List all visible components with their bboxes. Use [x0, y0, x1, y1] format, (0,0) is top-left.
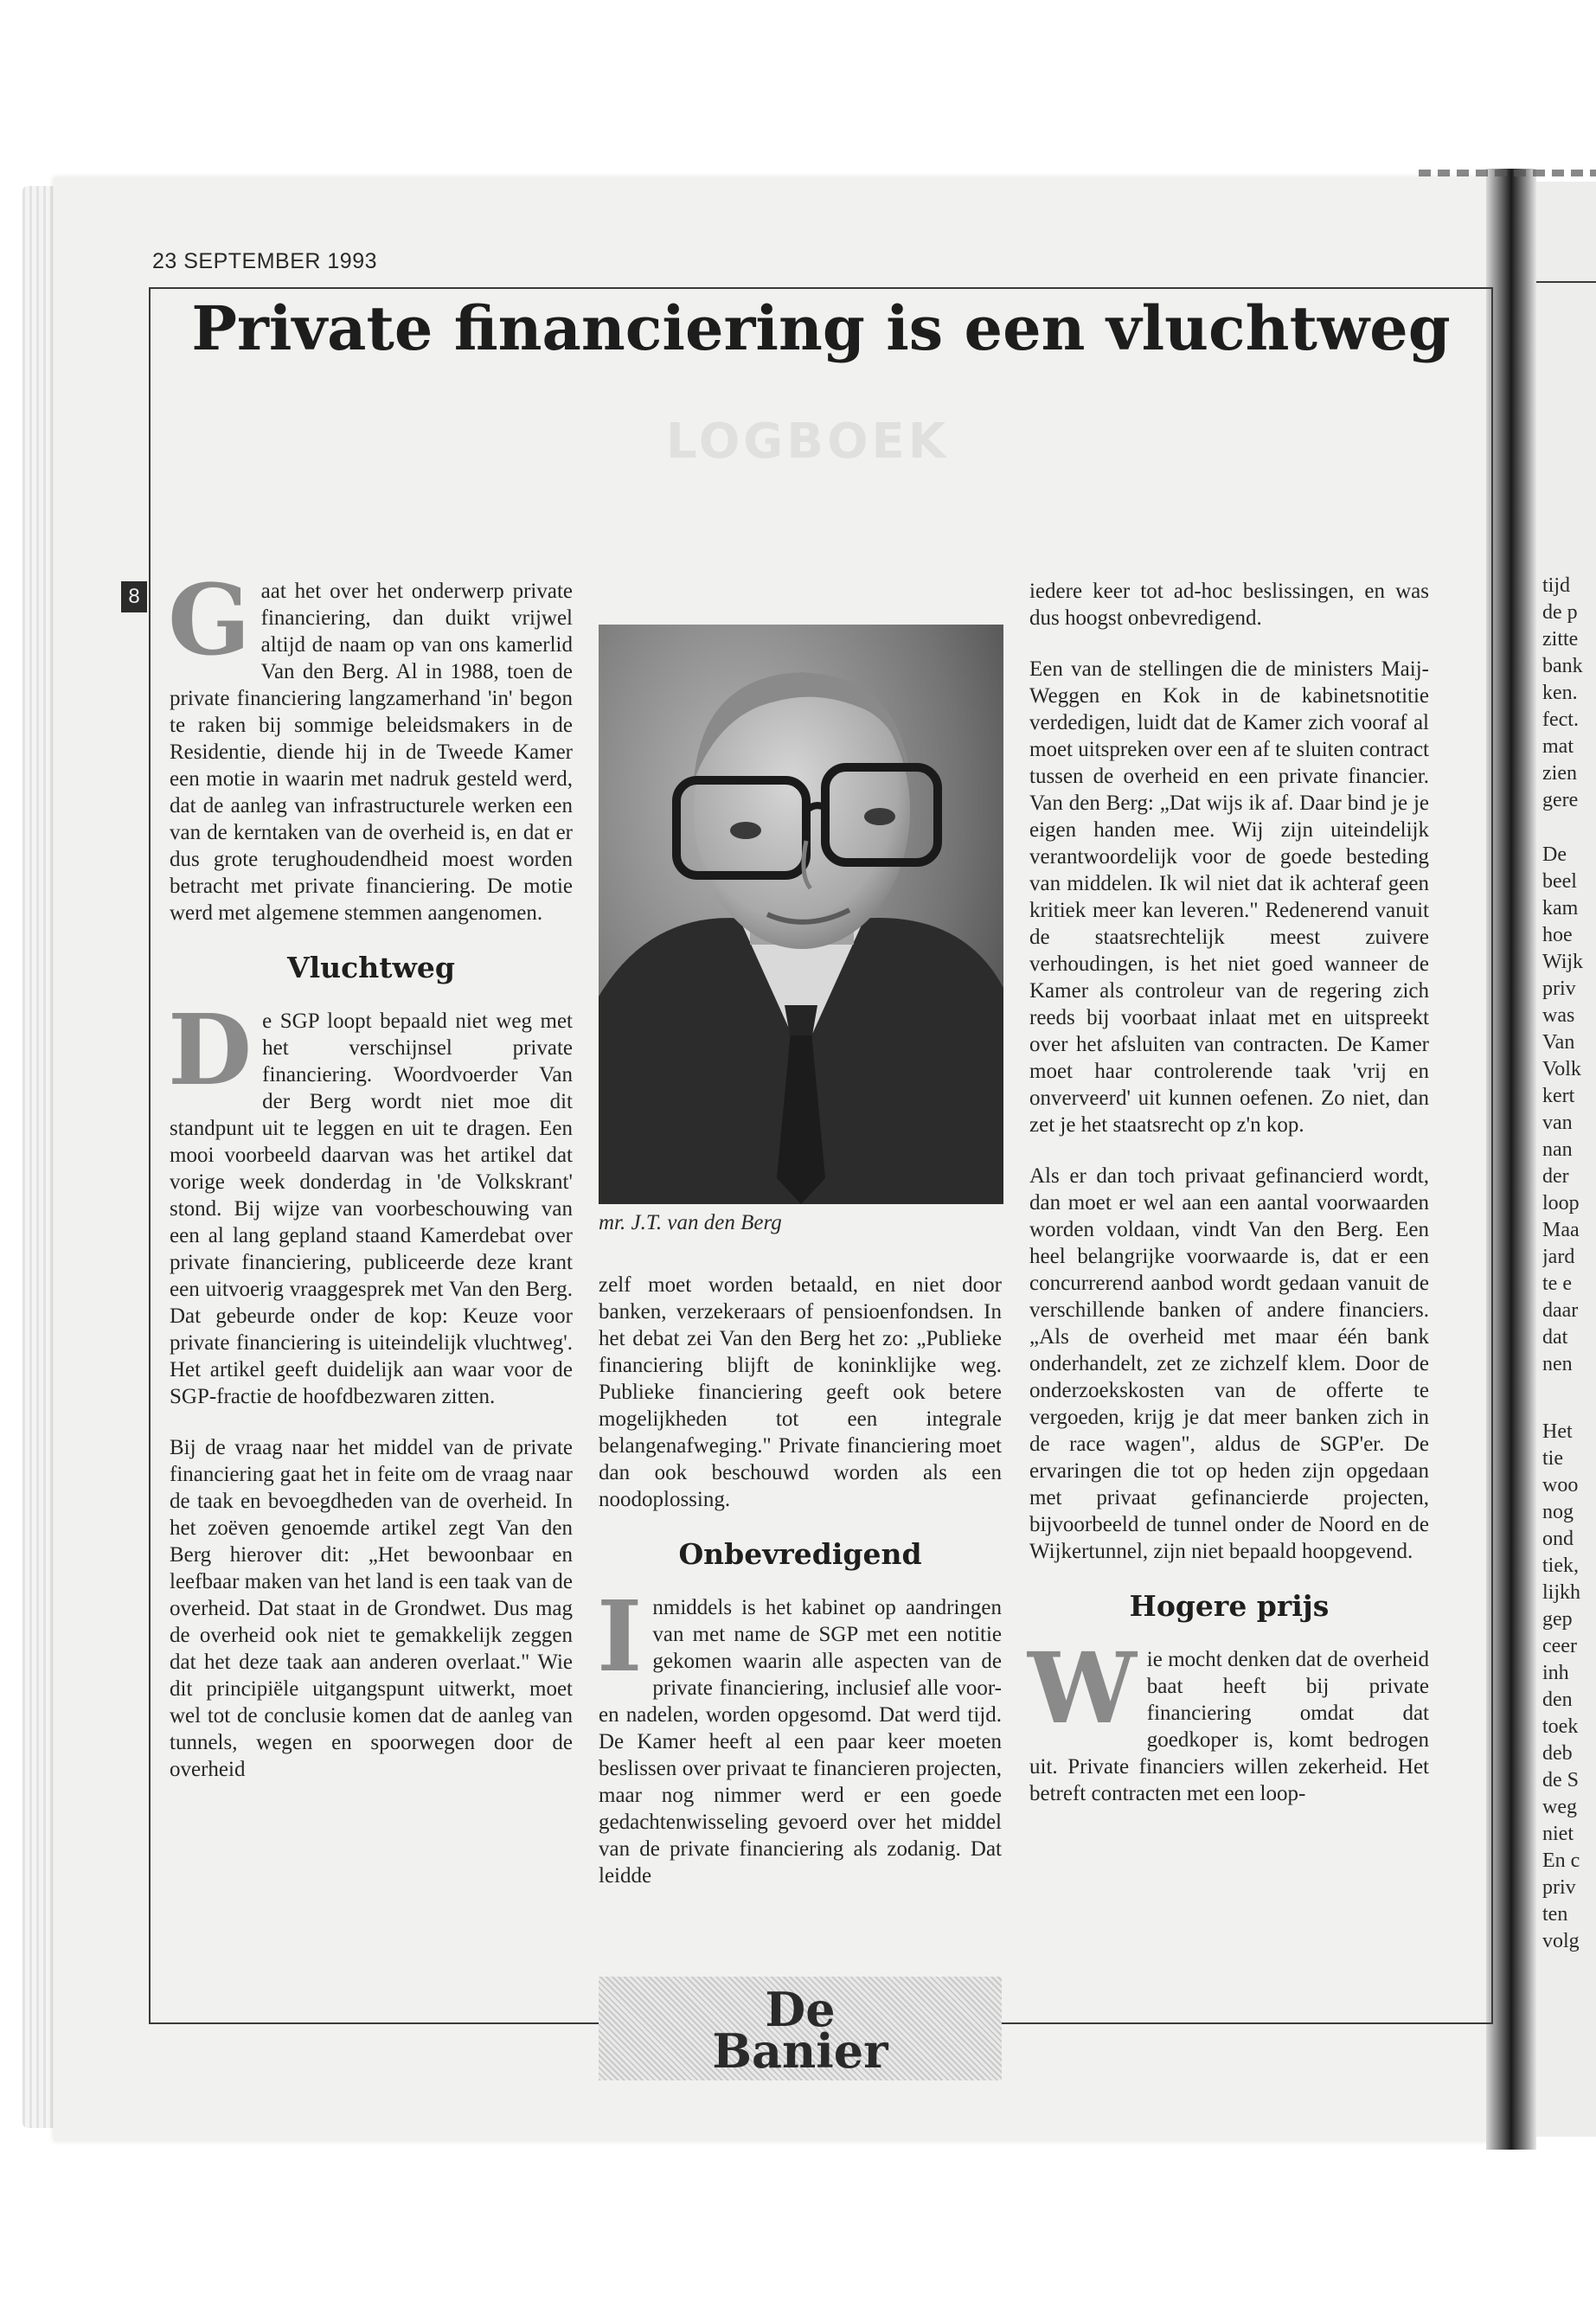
fragment-line: gere: [1542, 789, 1579, 811]
facing-page-fragments-3: [1542, 1419, 1596, 1955]
article-column-1: [168, 564, 573, 1807]
fragment-line: zitte: [1542, 628, 1579, 651]
fragment-line: nen: [1542, 1353, 1573, 1375]
fragment-line: En c: [1542, 1849, 1580, 1872]
fragment-line: ten: [1542, 1903, 1568, 1926]
facing-page-fragments-1: [1542, 573, 1596, 814]
fragment-line: van: [1542, 1112, 1573, 1134]
fragment-line: ond: [1542, 1528, 1574, 1550]
fragment-line: Wijk: [1542, 951, 1584, 973]
subheading-hogere-prijs: Hogere prijs: [1129, 1589, 1330, 1623]
page-number-badge: 8: [121, 581, 147, 612]
article-column-2: [599, 1272, 1002, 1913]
fragment-line: bank: [1542, 655, 1583, 677]
spine-edge: [1419, 170, 1596, 176]
masthead-line-2: Banier: [712, 2023, 888, 2079]
fragment-line: zien: [1542, 762, 1577, 785]
drop-cap: D: [168, 994, 253, 1107]
paragraph: [1028, 1632, 1429, 1807]
fragment-line: De: [1542, 843, 1567, 866]
show-through-text: LOGBOEK: [666, 413, 950, 470]
fragment-line: fect.: [1542, 708, 1579, 731]
fragment-line: inh: [1542, 1662, 1569, 1684]
fragment-line: te e: [1542, 1272, 1572, 1295]
paragraph: Bij de vraag naar het middel van de private financiering gaat het in feite om de vraag naar de taak en bevoegdheden van de overheid. In het zoëven genoemde artikel zegt Van den Berg hierover dit: „Het bewoonbaar en leefbaar maken van het land is een taak van de overheid. Dat staat in de Grondwet. Dus mag de overheid ook niet te gemakkelijk zeggen dat het deze taak aan anderen overlaat." Wie dit principiële uitgangspunt uitwerkt, moet wel tot de conclusie komen dat de aanleg van tunnels, wegen en spoorwegen door de overheid: [170, 1436, 573, 1781]
de-banier-masthead: [599, 1977, 1002, 2080]
drop-cap: W: [1028, 1632, 1137, 1746]
fragment-line: tie: [1542, 1447, 1563, 1470]
fragment-line: ken.: [1542, 682, 1578, 704]
facing-page-fragments-2: [1542, 842, 1596, 1378]
fragment-line: toek: [1542, 1715, 1579, 1738]
fragment-line: den: [1542, 1689, 1573, 1711]
intro-paragraph: [168, 564, 573, 926]
fragment-line: hoe: [1542, 924, 1573, 946]
paragraph: Als er dan toch privaat gefinancierd wordt, dan moet er wel aan een aantal voorwaarden worden voldaan, vindt Van den Berg. Een heel belangrijke voorwaarde is, dat er een concurrerend aanbod wordt gedaan vanuit de verschillende banken of andere financiers. „Als de overheid met maar één bank onderhandelt, zet ze zichzelf klem. Door de onderzoekskosten van de offerte te vergoeden, krijg je dat meer banken zich in de race wagen", aldus de SGP'er. De ervaringen die tot op heden zijn opgedaan met privaat gefinancierde projecten, bijvoorbeeld de tunnel onder de Noord en de Wijkertunnel, zijn niet bepaald hoopgevend.: [1029, 1164, 1429, 1563]
fragment-line: was: [1542, 1004, 1575, 1027]
fragment-line: lijkh: [1542, 1581, 1581, 1604]
fragment-line: priv: [1542, 977, 1576, 1000]
portrait-photo: [599, 625, 1003, 1204]
fragment-line: Het: [1542, 1420, 1573, 1443]
fragment-line: loop: [1542, 1192, 1580, 1215]
paragraph-text: nmiddels is het kabinet op aandringen van met name de SGP met een notitie gekomen waarin alle aspecten van de private financiering, inclusief alle voor- en nadelen, worden opgesomd. Dat werd tijd. De Kamer heeft al een paar keer moeten beslissen over privaat te financieren projecten, maar nog nimmer werd er een goede gedachtenwisseling gevoerd over het middel van de private financiering als zodanig. Dat leidde: [599, 1596, 1002, 1888]
fragment-line: volg: [1542, 1930, 1580, 1952]
paragraph: [597, 1580, 1002, 1889]
fragment-line: woo: [1542, 1474, 1579, 1497]
photo-caption: mr. J.T. van den Berg: [599, 1211, 782, 1234]
fragment-line: mat: [1542, 735, 1574, 758]
subheading-vluchtweg: Vluchtweg: [287, 951, 455, 984]
fragment-line: der: [1542, 1165, 1569, 1188]
fragment-line: Volk: [1542, 1058, 1581, 1080]
fragment-line: dat: [1542, 1326, 1568, 1349]
paragraph-text: aat het over het onderwerp private financiering, dan duikt vrijwel altijd de naam op van ons kamerlid Van den Berg. Al in 1988, toen de private financiering langzamerhand 'in' begon te raken bij sommige beleidsmakers in de Residentie, diende hij in de Tweede Kamer een motie in waarin met nadruk gesteld werd, dat de aanleg van infrastructurele werken een van de kerntaken van de overheid is, en dat er dus grote terughoudendheid moest worden betracht met private financiering. De motie werd met algemene stemmen aangenomen.: [170, 580, 573, 925]
fragment-line: gep: [1542, 1608, 1573, 1631]
fragment-line: kert: [1542, 1085, 1575, 1107]
fragment-line: ceer: [1542, 1635, 1577, 1657]
fragment-line: daar: [1542, 1299, 1579, 1322]
fragment-line: priv: [1542, 1876, 1576, 1899]
fragment-line: beel: [1542, 870, 1577, 893]
subheading-onbevredigend: Onbevredigend: [678, 1537, 922, 1571]
drop-cap: G: [168, 564, 251, 677]
fragment-line: de S: [1542, 1769, 1579, 1791]
paragraph-text: ie mocht denken dat de overheid baat heeft bij private financiering omdat dat goedkoper is, komt bedrogen uit. Private financiers willen zekerheid. Het betreft contracten met een loop-: [1029, 1648, 1429, 1805]
fragment-line: jard: [1542, 1246, 1575, 1268]
fragment-line: kam: [1542, 897, 1579, 920]
article-title: Private financiering is een vluchtweg: [191, 292, 1451, 364]
article-column-3: [1029, 578, 1429, 1831]
drop-cap: I: [597, 1580, 643, 1694]
fragment-line: tijd: [1542, 574, 1571, 597]
fragment-line: nan: [1542, 1138, 1573, 1161]
fragment-line: Maa: [1542, 1219, 1580, 1241]
fragment-line: Van: [1542, 1031, 1575, 1054]
paragraph-text: e SGP loopt bepaald niet weg met het verschijnsel private financiering. Woordvoerder Van der Berg wordt niet moe dit standpunt uit te leggen en uit te dragen. Een mooi voorbeeld daarvan was het artikel dat vorige week donderdag in 'de Volkskrant' stond. Bij wijze van voorbeschouwing van een al lang gepland staand Kamerdebat over private financiering, publiceerde deze krant een uitvoerig vraaggesprek met Van den Berg. Dat gebeurde onder de kop: Keuze voor private financiering is uiteindelijk vluchtweg'. Het artikel geeft duidelijk aan waar voor de SGP-fractie de hoofdbezwaren zitten.: [170, 1009, 573, 1408]
paragraph: Een van de stellingen die de ministers Maij-Weggen en Kok in de kabinetsnotitie verdedigen, luidt dat de Kamer zich vooraf al moet uitspreken over een af te sluiten contract tussen de overheid en een private financier. Van den Berg: „Dat wijs ik af. Daar bind je je eigen handen mee. Wij zijn uiteindelijk verantwoordelijk voor de goede besteding van middelen. Ik wil niet dat ik achteraf geen kritiek meer kan leveren." Redenerend vanuit de staatsrechtelijk meest zuivere verhoudingen, is het niet goed wanneer de Kamer als controleur van de regering zich reeds bij voorbaat inlaat met en uitspreekt over het afsluiten van contracten. De Kamer moet haar controlerende taak 'vrij en onverveerd' uit kunnen oefenen. Zo niet, dan zet je het staatsrecht op z'n kop.: [1029, 657, 1429, 1137]
masthead-line-1: De: [765, 1982, 836, 2037]
paragraph: iedere keer tot ad-hoc beslissingen, en was dus hoogst onbevredigend.: [1029, 580, 1429, 630]
fragment-line: niet: [1542, 1823, 1574, 1845]
fragment-line: weg: [1542, 1796, 1577, 1818]
portrait-illustration: [599, 625, 1003, 1204]
issue-date: 23 SEPTEMBER 1993: [152, 249, 378, 273]
fragment-line: de p: [1542, 601, 1578, 624]
book-spine: [1486, 169, 1536, 2150]
fragment-line: deb: [1542, 1742, 1573, 1765]
fragment-line: nog: [1542, 1501, 1574, 1523]
paragraph: [168, 994, 573, 1410]
paragraph: zelf moet worden betaald, en niet door banken, verzekeraars of pensioenfondsen. In het debat zei Van den Berg het zo: „Publieke financiering blijft de koninklijke weg. Publieke financiering geeft ook betere mogelijkheden tot een integrale belangenafweging." Private financiering moet dan ook beschouwd worden als een noodoplossing.: [599, 1273, 1002, 1511]
fragment-line: tiek,: [1542, 1554, 1579, 1577]
